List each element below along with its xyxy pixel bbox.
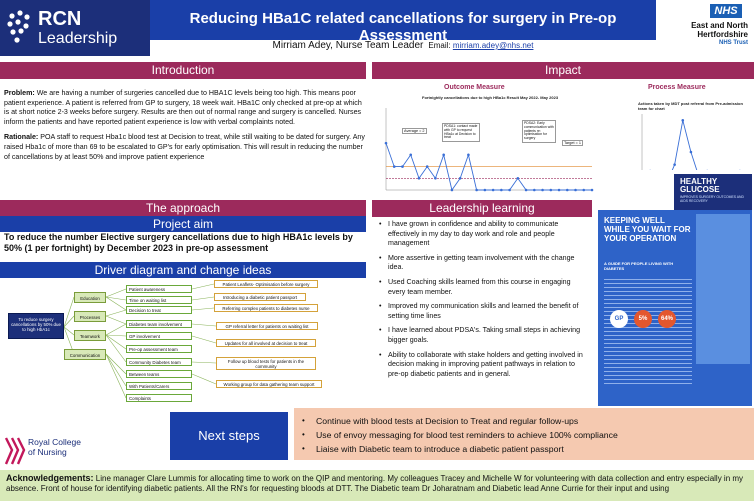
process-title: Process Measure	[648, 84, 706, 91]
outcome-run-chart	[376, 102, 596, 196]
secondary-driver: Patient awareness	[126, 285, 192, 293]
next-step-item: • Continue with blood tests at Decision to Treat and regular follow-ups	[302, 414, 752, 428]
rcn-footer-line2: of Nursing	[28, 446, 67, 457]
change-idea: GP referral letter for patients on waiting list	[216, 322, 318, 330]
rcn-footer-text	[28, 438, 81, 457]
data-point	[467, 154, 470, 157]
leaflet-badge-gp: GP	[610, 310, 628, 328]
data-point	[690, 151, 693, 154]
problem-paragraph	[4, 89, 366, 127]
clinician-figure	[696, 214, 750, 364]
data-point	[484, 189, 487, 192]
project-aim-text: To reduce the number Elective surgery cancellations due to high HBA1c levels by 50% (1 per fortnight) by December 2023 in pre-op assessment	[4, 232, 353, 253]
data-point	[426, 165, 429, 168]
next-steps-heading: Next steps	[170, 412, 288, 460]
data-point	[442, 154, 445, 157]
problem-label: Problem:	[4, 89, 35, 97]
leadership-heading: Leadership learning	[372, 200, 592, 217]
healthy-glucose-title: HEALTHY GLUCOSE	[680, 177, 720, 194]
rationale-text: POA staff to request Hba1c blood test at Decision to treat, while still waiting to be dated for surgery. Any raised Hba1c of more than 69 to be escalated to GP's for early optimisation. This will result in reducing the number of cancellations by at least 50% and improve patient experience	[4, 133, 365, 161]
data-point	[508, 189, 511, 192]
rationale-label: Rationale:	[4, 133, 39, 142]
problem-text: We are having a number of surgeries cancelled due to HBA1C levels being too high. This means poor patient experience. A patient is referred from GP to surgery, 18 week wait. HBa1C only checked at pre-op at which is at short notice 2-3 weeks before surgery. Results are then out of normal range and surgery is cancelled. Nurses inform the patients and have reported patient experience is low with verbal complaints noted.	[4, 89, 362, 126]
primary-driver-processes: Processes	[74, 311, 106, 322]
keeping-well-leaflet	[598, 210, 752, 406]
rationale-paragraph	[4, 133, 366, 162]
data-point	[681, 119, 684, 122]
project-aim-heading: Project aim	[0, 216, 366, 232]
title-band	[150, 0, 656, 44]
rcn-leadership-logo	[0, 0, 150, 56]
trust-name-3: NHS Trust	[718, 40, 748, 46]
data-point	[401, 165, 404, 168]
nhs-badge: NHS	[710, 4, 742, 18]
change-idea: Follow up blood tests for patients in the community	[216, 357, 316, 370]
trust-name-1: East and North	[691, 21, 748, 30]
secondary-driver: Between teams	[126, 370, 192, 378]
process-subtitle: Actions taken by MDT post referral from Pre-admission team for chart	[638, 101, 743, 111]
leadership-item: • Improved my communication skills and learned the benefit of setting time lines	[378, 302, 588, 321]
data-point	[533, 189, 536, 192]
leadership-item: • I have learned about PDSA's. Taking small steps in achieving bigger goals.	[378, 326, 588, 345]
leadership-item: • Used Coaching skills learned from this course in engaging every team member.	[378, 278, 588, 297]
acknowledgements	[0, 470, 754, 501]
email-block	[426, 41, 533, 50]
leaflet-badge-64: 64%	[658, 310, 676, 328]
target-annotation: Target = 1	[564, 141, 581, 145]
secondary-driver: Diabetes team involvement	[126, 320, 192, 328]
author-line	[150, 40, 656, 56]
introduction-body	[4, 89, 366, 168]
leadership-list	[378, 220, 588, 384]
data-point	[566, 189, 569, 192]
leadership-logo-text: Leadership	[38, 30, 118, 47]
data-point	[418, 177, 421, 180]
data-point	[409, 154, 412, 157]
data-point	[385, 142, 388, 145]
data-point	[459, 177, 462, 180]
change-idea: Updates for all involved at decision to treat	[216, 339, 316, 347]
introduction-heading: Introduction	[0, 62, 366, 79]
rcn-footer-line1: Royal College	[28, 437, 81, 447]
trust-name-2: Hertfordshire	[697, 30, 748, 39]
next-steps-list	[302, 414, 752, 456]
data-point	[558, 189, 561, 192]
data-point	[582, 189, 585, 192]
data-point	[393, 165, 396, 168]
data-point	[591, 189, 594, 192]
data-point	[541, 189, 544, 192]
impact-heading: Impact	[372, 62, 754, 79]
secondary-driver: Decision to treat	[126, 306, 192, 314]
change-idea: Introducing a diabetic patient passport	[214, 293, 306, 301]
change-idea: Referring complex patients to diabetes nurse	[214, 304, 318, 312]
next-step-item: • Liaise with Diabetic team to introduce a diabetic patient passport	[302, 442, 752, 456]
secondary-driver: Pre-op assessment team	[126, 345, 192, 353]
secondary-driver: Community Diabetes team	[126, 358, 192, 366]
pdsa2-annotation: PDSA2: Early communication with patients re: optimisation for surgery	[522, 120, 556, 143]
healthy-glucose-leaflet	[674, 174, 752, 210]
secondary-driver: With Patients/Carers	[126, 382, 192, 390]
driver-goal: To reduce surgery cancellations by 50% due to high HbA1c	[8, 313, 64, 339]
leadership-item: • More assertive in getting team involvement with the change idea.	[378, 254, 588, 273]
email-link[interactable]: mirriam.adey@nhs.net	[452, 41, 534, 50]
author-name: Mirriam Adey, Nurse Team Leader	[272, 40, 424, 51]
secondary-driver: Complaints	[126, 394, 192, 402]
acknowledgements-text: Line manager Clare Lummis for allocating time to work on the QIP and mentoring. My colleagues Tracey and Michelle W for volunteering with data collection and entry especially in my absence. Front of house for identifying diabetic patients. All the RN's for requesting bloods at DTT. The Diabetic team Dr Joharatnam and Diabetic lead Anne Currie for their input and using	[6, 474, 744, 493]
pdsa1-annotation: PDSA1: contact made with GP to request HBa1c at Decision to treat	[442, 123, 480, 142]
data-point	[550, 189, 553, 192]
healthy-glucose-subtitle: IMPROVES SURGERY OUTCOMES AND AIDS RECOVERY	[680, 195, 744, 203]
rcn-crest-icon	[4, 436, 30, 466]
data-point	[673, 163, 676, 166]
data-point	[517, 177, 520, 180]
primary-driver-education: Education	[74, 292, 106, 303]
outcome-title: Outcome Measure	[444, 84, 505, 91]
driver-diagram-heading: Driver diagram and change ideas	[0, 262, 366, 278]
data-point	[492, 189, 495, 192]
poster-header	[0, 0, 754, 56]
keeping-well-subtitle: A GUIDE FOR PEOPLE LIVING WITH DIABETES	[604, 261, 674, 271]
approach-heading: The approach	[0, 200, 366, 217]
patient-leaflets	[596, 170, 754, 412]
next-step-item: • Use of envoy messaging for blood test reminders to achieve 100% compliance	[302, 428, 752, 442]
poster-title: Reducing HBa1C related cancellations for surgery in Pre-op Assessment	[189, 10, 617, 44]
acknowledgements-label: Acknowledgements:	[6, 473, 94, 483]
data-point	[574, 189, 577, 192]
outcome-subtitle: Fortnightly cancellations due to high HBa1c Result May 2022- May 2023	[422, 95, 559, 100]
change-idea: Working group for data gathering team support	[216, 380, 322, 388]
leadership-item: • I have grown in confidence and ability to communicate effectively in my day to day work and role and people management	[378, 220, 588, 249]
leaflet-text-lines	[604, 276, 692, 386]
data-point	[525, 189, 528, 192]
data-point	[500, 189, 503, 192]
leadership-item: • Ability to collaborate with stake holders and getting involved in decision making in improving patient pathways in relation to pre-op diabetic patients and in general.	[378, 351, 588, 380]
rcn-footer-logo	[0, 430, 120, 472]
secondary-driver: Time on waiting list	[126, 296, 192, 304]
change-idea: Patient Leaflets- Optimisation before surgery	[214, 280, 318, 288]
nhs-trust-logo	[656, 0, 754, 56]
primary-driver-teamwork: Teamwork	[74, 330, 106, 341]
leaflet-badge-5: 5%	[634, 310, 652, 328]
data-point	[434, 177, 437, 180]
email-label: Email:	[428, 41, 451, 50]
driver-diagram	[2, 275, 366, 407]
average-annotation: Average = 2	[404, 129, 425, 133]
secondary-driver: GP involvement	[126, 332, 192, 340]
rcn-logo-text: RCN	[38, 8, 82, 30]
primary-driver-communication: Communication	[64, 349, 106, 360]
data-point	[451, 189, 454, 192]
data-point	[475, 189, 478, 192]
keeping-well-title: KEEPING WELL WHILE YOU WAIT FOR YOUR OPERATION	[604, 216, 691, 243]
